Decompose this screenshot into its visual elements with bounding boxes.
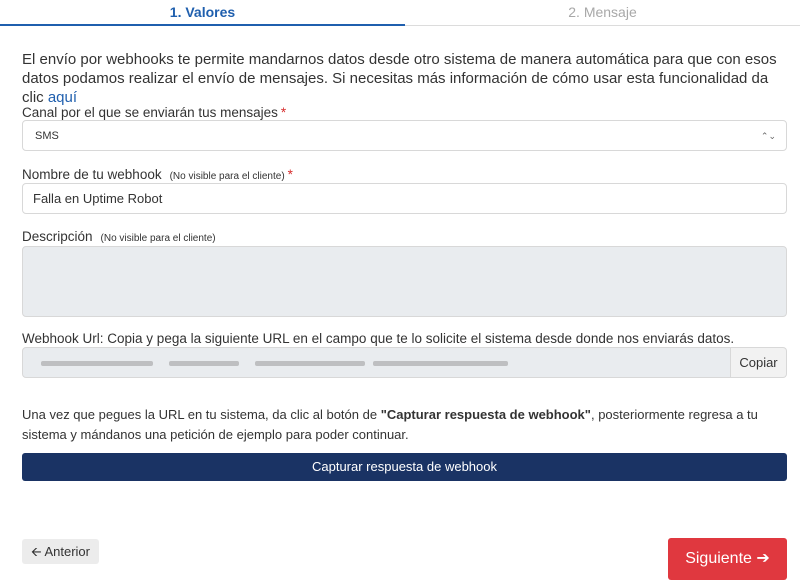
channel-label-text: Canal por el que se enviarán tus mensajes [22,105,278,120]
description-label-text: Descripción [22,229,93,244]
info-after: , posteriormente regresa a tu sistema y mándanos una petición de ejemplo para poder continuar. [22,407,758,442]
previous-button-label: Anterior [44,544,90,559]
copy-button[interactable]: Copiar [731,347,787,378]
arrow-left-icon: 🡨 [31,544,42,559]
channel-select[interactable] [22,120,787,151]
tab-mensaje[interactable]: 2. Mensaje [405,0,800,26]
required-mark: * [280,105,287,120]
webhook-name-note: (No visible para el cliente) [169,171,285,182]
intro-text [22,50,782,107]
description-note: (No visible para el cliente) [100,233,216,244]
redacted-url-segment [169,361,239,366]
intro-paragraph: El envío por webhooks te permite mandarnos datos desde otro sistema de manera automática para que con esos datos podamos realizar el envío de mensajes. Si necesitas más información de cómo usar esta funcionalidad da clic [22,51,777,106]
required-mark: * [287,167,293,182]
webhook-url-group [22,347,787,378]
webhook-url-field[interactable] [22,347,731,378]
previous-button[interactable] [22,539,99,564]
webhook-name-label-text: Nombre de tu webhook [22,167,162,182]
redacted-url-segment [255,361,365,366]
next-button[interactable] [668,538,787,580]
redacted-url-segment [41,361,153,366]
channel-select-value: SMS [35,130,59,142]
webhook-name-input[interactable]: Falla en Uptime Robot [22,183,787,214]
tab-valores[interactable]: 1. Valores [0,0,405,26]
help-link[interactable]: aquí [47,89,78,106]
arrow-right-icon: ➔ [756,550,770,567]
webhook-url-label: Webhook Url: Copia y pega la siguiente URL en el campo que te lo solicite el sistema desde donde nos enviarás datos. [22,331,735,346]
description-label [22,229,216,244]
chevron-updown-icon: ⌃⌄ [760,131,776,141]
webhook-name-label [22,167,293,182]
capture-webhook-button[interactable]: Capturar respuesta de webhook [22,453,787,481]
description-textarea[interactable] [22,246,787,317]
redacted-url-segment [373,361,508,366]
info-before: Una vez que pegues la URL en tu sistema, da clic al botón de [22,407,381,422]
step-tabs [0,0,800,26]
next-button-label: Siguiente [685,550,752,567]
info-bold: "Capturar respuesta de webhook" [380,407,591,422]
capture-instructions [22,405,787,445]
channel-label [22,105,286,120]
